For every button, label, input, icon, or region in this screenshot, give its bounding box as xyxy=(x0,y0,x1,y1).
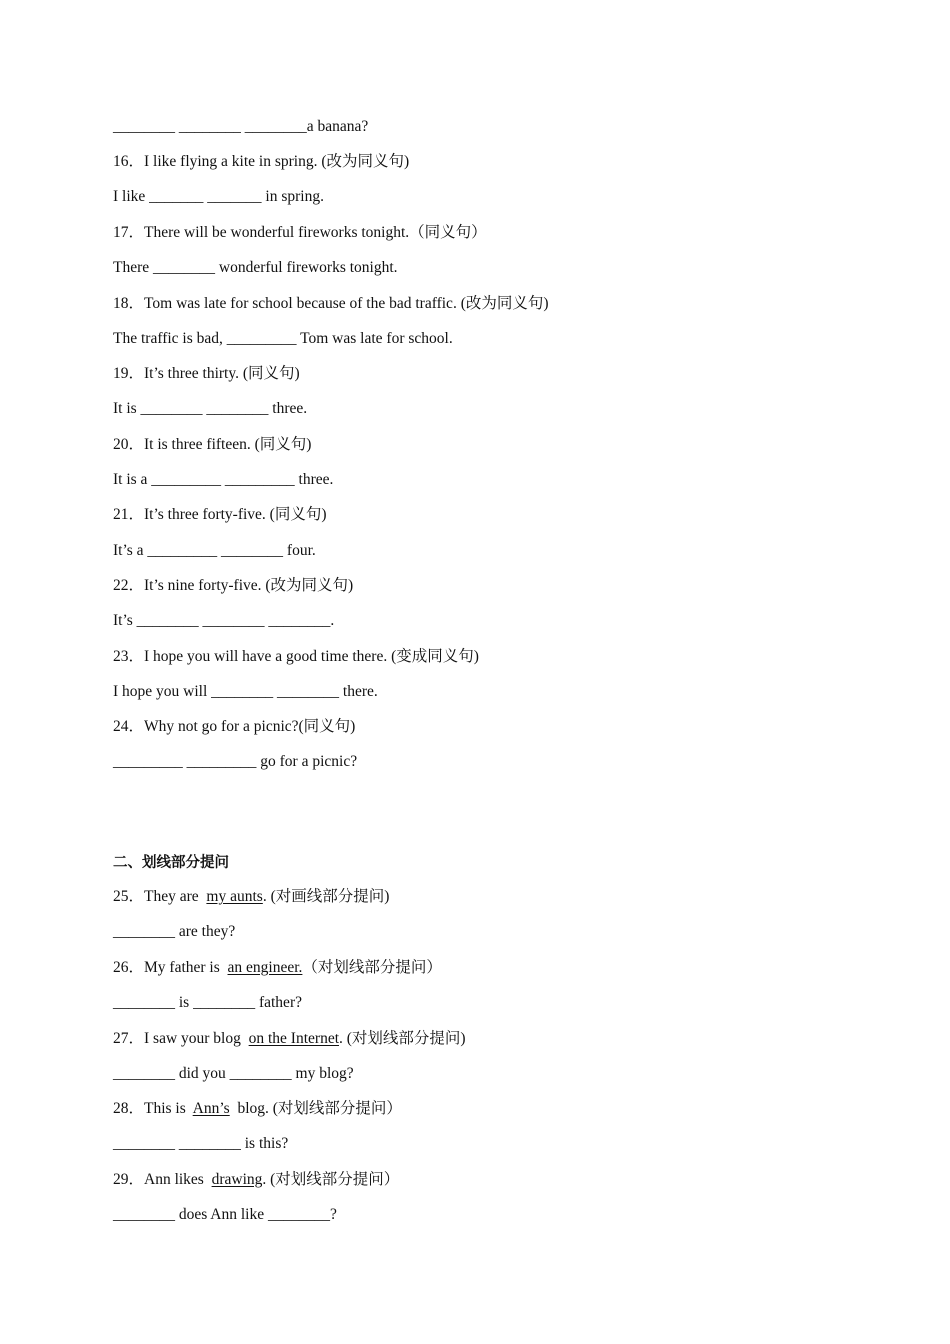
exercise-question-20: 20．It is three fifteen. (同义句) xyxy=(113,436,312,453)
exercise-question-21: 21．It’s three forty-five. (同义句) xyxy=(113,506,327,523)
exercise-question-26: 26．My father is an engineer.（对划线部分提问） xyxy=(113,959,442,976)
exercise-answer-19: It is ________ ________ three. xyxy=(113,400,308,417)
underlined-phrase: my aunts xyxy=(206,888,263,905)
exercise-question-17: 17．There will be wonderful fireworks tonight.（同义句） xyxy=(113,224,487,241)
underlined-phrase: an engineer. xyxy=(227,959,303,976)
exercise-question-23: 23．I hope you will have a good time there. (变成同义句) xyxy=(113,648,479,665)
exercise-question-18: 18．Tom was late for school because of the bad traffic. (改为同义句) xyxy=(113,295,549,312)
exercise-answer-24: _________ _________ go for a picnic? xyxy=(113,753,358,770)
exercise-answer-27: ________ did you ________ my blog? xyxy=(113,1065,354,1082)
section-heading: 二、划线部分提问 xyxy=(113,855,229,871)
exercise-question-24: 24．Why not go for a picnic?(同义句) xyxy=(113,718,356,735)
exercise-answer-16: I like _______ _______ in spring. xyxy=(113,188,324,205)
exercise-answer-23: I hope you will ________ ________ there. xyxy=(113,683,378,700)
exercise-question-28: 28．This is Ann’s blog. (对划线部分提问） xyxy=(113,1100,402,1117)
exercise-answer-21: It’s a _________ ________ four. xyxy=(113,542,316,559)
exercise-answer-26: ________ is ________ father? xyxy=(113,994,302,1011)
exercise-answer-20: It is a _________ _________ three. xyxy=(113,471,334,488)
exercise-question-22: 22．It’s nine forty-five. (改为同义句) xyxy=(113,577,354,594)
exercise-question-16: 16．I like flying a kite in spring. (改为同义句) xyxy=(113,153,410,170)
exercise-question-29: 29．Ann likes drawing. (对划线部分提问） xyxy=(113,1171,400,1188)
exercise-answer-29: ________ does Ann like ________? xyxy=(113,1206,337,1223)
underlined-phrase: drawing xyxy=(211,1171,263,1188)
exercise-answer-22: It’s ________ ________ ________. xyxy=(113,612,335,629)
exercise-answer-28: ________ ________ is this? xyxy=(113,1135,289,1152)
underlined-phrase: Ann’s xyxy=(192,1100,230,1117)
underlined-phrase: on the Internet xyxy=(248,1030,340,1047)
exercise-answer-25: ________ are they? xyxy=(113,923,236,940)
exercise-question-27: 27．I saw your blog on the Internet. (对划线部分提问) xyxy=(113,1030,466,1047)
exercise-question-25: 25．They are my aunts. (对画线部分提问) xyxy=(113,888,390,905)
exercise-answer-line: ________ ________ ________a banana? xyxy=(113,118,369,135)
exercise-question-19: 19．It’s three thirty. (同义句) xyxy=(113,365,300,382)
exercise-answer-18: The traffic is bad, _________ Tom was late for school. xyxy=(113,330,453,347)
exercise-answer-17: There ________ wonderful fireworks tonight. xyxy=(113,259,398,276)
